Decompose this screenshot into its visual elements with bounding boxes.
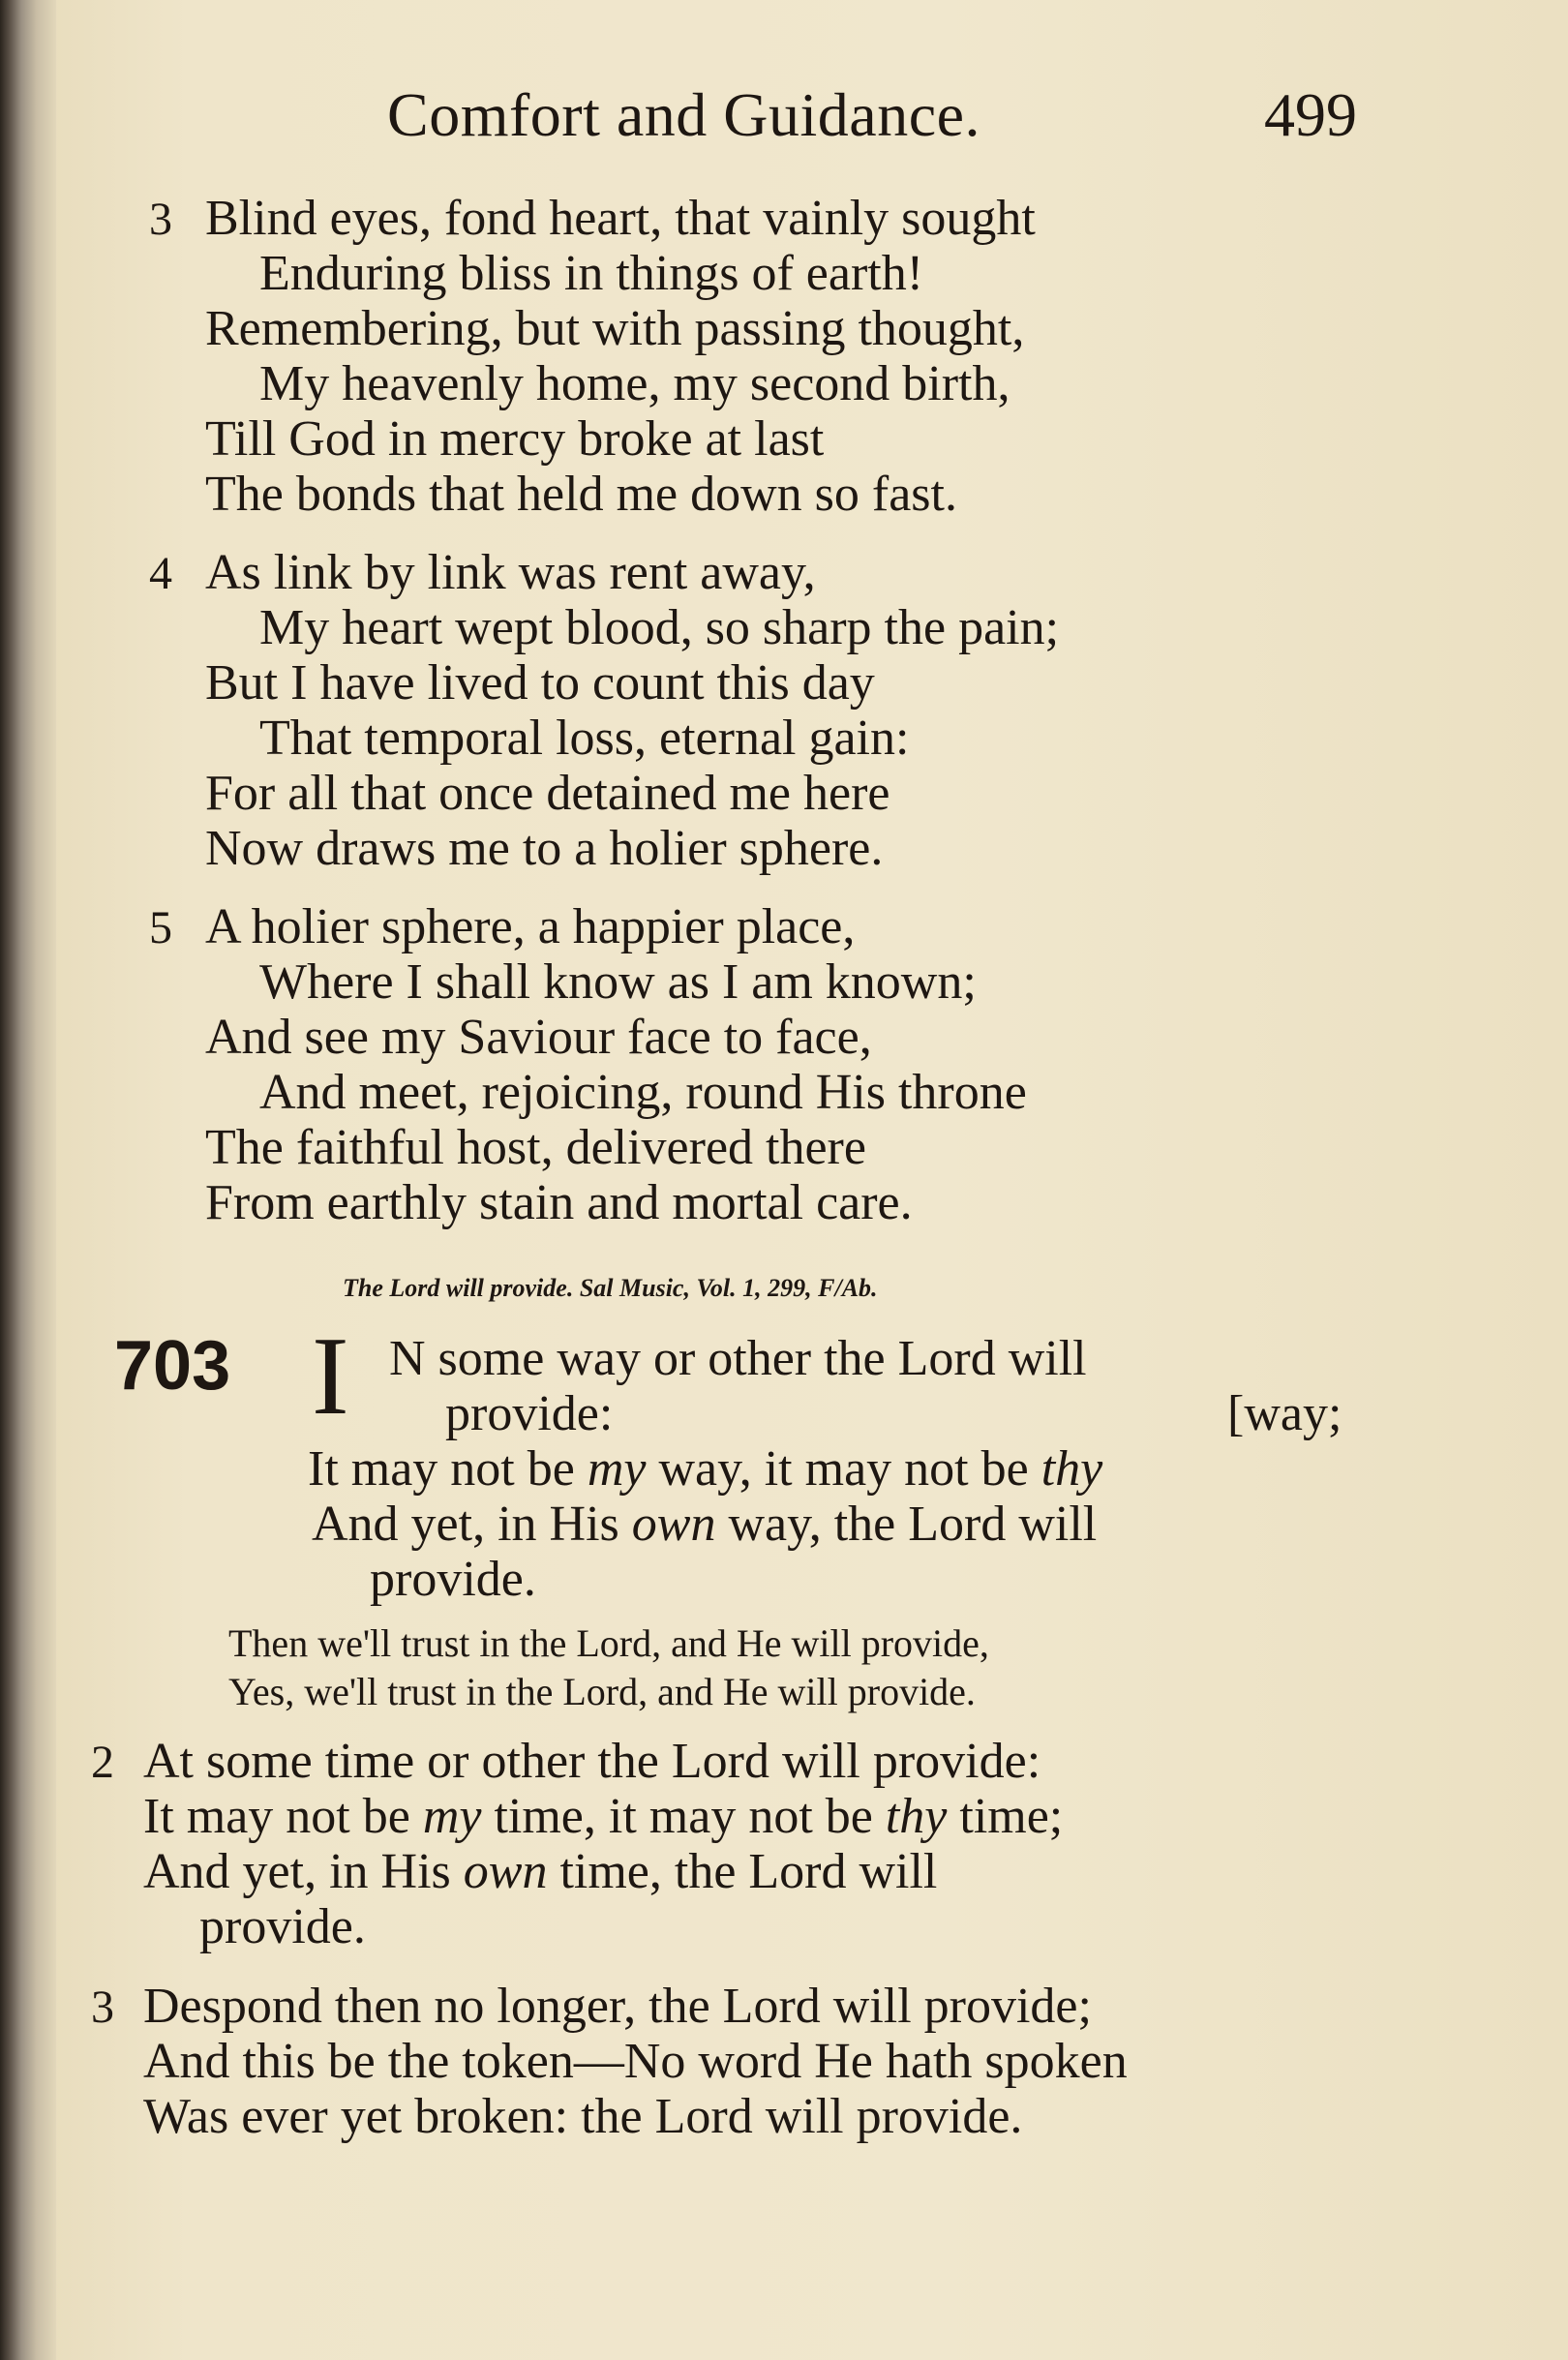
verse-line: It may not be my way, it may not be thy bbox=[308, 1441, 1103, 1497]
verse-line: But I have lived to count this day bbox=[205, 655, 875, 711]
verse-line: The faithful host, delivered there bbox=[205, 1120, 866, 1175]
verse-line: Was ever yet broken: the Lord will provide. bbox=[143, 2089, 1023, 2144]
chorus-line: Then we'll trust in the Lord, and He will provide, bbox=[228, 1621, 989, 1665]
verse-line: Enduring bliss in things of earth! bbox=[259, 246, 924, 301]
verse-line: It may not be my time, it may not be thy time; bbox=[143, 1789, 1064, 1844]
hymn-number: 703 bbox=[114, 1327, 231, 1405]
verse-line: Despond then no longer, the Lord will provide; bbox=[143, 1979, 1092, 2034]
verse-line: provide. bbox=[199, 1899, 366, 1954]
verse-line: provide. bbox=[370, 1552, 536, 1607]
verse-number: 3 bbox=[91, 1982, 114, 2033]
verse-line: Till God in mercy broke at last bbox=[205, 411, 825, 467]
verse-line: And this be the token—No word He hath spoken bbox=[143, 2034, 1128, 2089]
verse-line: From earthly stain and mortal care. bbox=[205, 1175, 913, 1230]
tune-reference: The Lord will provide. Sal Music, Vol. 1, 299, F/Ab. bbox=[343, 1274, 878, 1302]
book-spine-shadow bbox=[0, 0, 56, 2360]
verse-line: Remembering, but with passing thought, bbox=[205, 301, 1025, 356]
verse-line: A holier sphere, a happier place, bbox=[205, 899, 856, 954]
chorus-line: Yes, we'll trust in the Lord, and He will provide. bbox=[228, 1670, 976, 1713]
verse-line: N some way or other the Lord will bbox=[389, 1331, 1087, 1386]
verse-line: And yet, in His own time, the Lord will bbox=[143, 1844, 938, 1899]
running-header-title: Comfort and Guidance. bbox=[387, 80, 980, 149]
verse-line: At some time or other the Lord will provide: bbox=[143, 1734, 1041, 1789]
verse-line-runover: [way; bbox=[1227, 1386, 1342, 1441]
verse-line: That temporal loss, eternal gain: bbox=[259, 711, 910, 766]
verse-number: 5 bbox=[149, 902, 172, 953]
verse-line: And see my Saviour face to face, bbox=[205, 1010, 872, 1065]
drop-cap: I bbox=[312, 1315, 349, 1438]
verse-line: Blind eyes, fond heart, that vainly sought bbox=[205, 191, 1036, 246]
verse-line: My heavenly home, my second birth, bbox=[259, 356, 1010, 411]
verse-line: provide: bbox=[445, 1386, 614, 1441]
verse-number: 2 bbox=[91, 1737, 114, 1788]
verse-line: Where I shall know as I am known; bbox=[259, 954, 977, 1010]
verse-line: For all that once detained me here bbox=[205, 766, 890, 821]
verse-number: 3 bbox=[149, 194, 172, 245]
verse-line: As link by link was rent away, bbox=[205, 545, 816, 600]
verse-number: 4 bbox=[149, 548, 172, 599]
verse-line: And meet, rejoicing, round His throne bbox=[259, 1065, 1027, 1120]
page-number: 499 bbox=[1264, 80, 1357, 149]
verse-line: And yet, in His own way, the Lord will bbox=[312, 1497, 1098, 1552]
verse-line: The bonds that held me down so fast. bbox=[205, 467, 957, 522]
verse-line: Now draws me to a holier sphere. bbox=[205, 821, 884, 876]
verse-line: My heart wept blood, so sharp the pain; bbox=[259, 600, 1060, 655]
